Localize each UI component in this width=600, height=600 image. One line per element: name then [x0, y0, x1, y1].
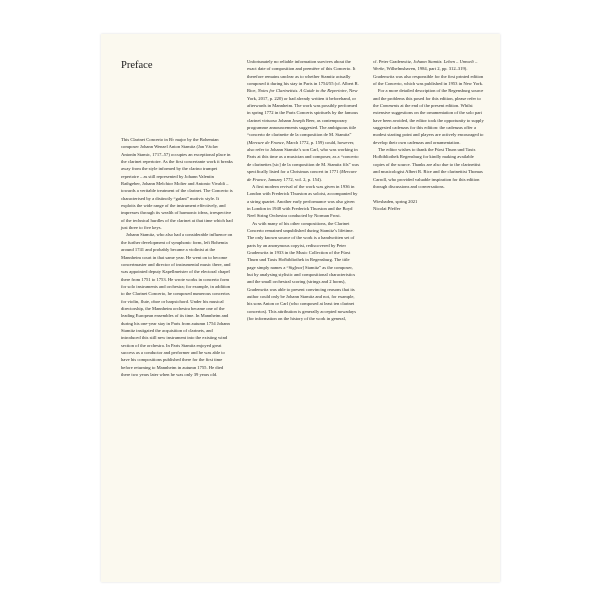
paragraph-citation	[373, 58, 485, 87]
paragraph-source: As with many of his other compositions, the Clarinet Concerto remained unpublished during Stamitz’s lifetime. The only known source of the work is a handwritten set of parts by an anonymous copyist, rediscovered by Peter Gradenwitz in 1933 in the Music Collection of the Fürst Thurn und Taxis Hofbibliothek in Regensburg. The title page simply names a “Sig[nor] Stamitz” as the composer, but by analysing stylistic and compositional characteristics and the small orchestral scoring (strings and 2 horns), Gradenwitz was able to present convincing reasons that its author could only be Johann Stamitz and not, for example, his sons Anton or Carl (who composed at least ten clarinet concertos). This attribution is generally accepted nowadays (for information on the history of the work in general,	[247, 220, 356, 322]
place-date: Wiesbaden, spring 2021	[373, 198, 418, 204]
text-run: For a more detailed description of the Regensburg source and the problems this posed for this edition, please refer to the	[373, 88, 484, 109]
book-page	[101, 34, 500, 582]
text-run: , Wilhelmshaven, 1984, part 2, pp. 312–319). Gradenwitz was also responsible for the first printed edition of the Concerto, which was published in 1953 in New York.	[373, 66, 484, 87]
paragraph-modern-revival: A first modern revival of the work was given in 1936 in London with Frederick Thurston as soloist, accompanied by a string quartet. Another early performance was also given in London in 1948 with Frederick Thurston and the Boyd Neel String Orchestra conducted by Norman Frost.	[247, 183, 358, 219]
text-run: , New York, 2017, p. 220) or had already written it beforehand, or afterwards in Mannheim. The work was possibly performed in spring 1772 in the Paris Concerts spirituels by the famous clarinet virtuoso Johann Joseph Beer, as contemporary programme announcements suggested. The ambiguous title “concerto de clarinette de la composition de M. Stamitz” (	[247, 88, 359, 145]
journal-title-italic: Mercure de France	[247, 169, 357, 182]
text-run: , January 1772, vol. 2, p. 154).	[265, 176, 322, 182]
text-run: cf. Peter Gradenwitz,	[373, 59, 414, 64]
text-run: Unfortunately no reliable information survives about the exact date of composition and première of this Concerto. It therefore remains unclear as to whether Stamitz actually composed it during his stay in Paris in 1754/55 (cf. Albert R. Rice,	[247, 59, 359, 94]
book-title-italic: Notes for Clarinetists. A Guide to the Repertoire	[257, 88, 347, 94]
paragraph-composition-date	[247, 58, 359, 183]
paragraph-edition-notes	[373, 87, 485, 146]
editor-name: Nicolai Pfeffer	[373, 205, 401, 211]
page-title: Preface	[121, 60, 153, 71]
text-column-2	[247, 58, 359, 322]
book-title-italic: Johann Stamitz. Leben – Umwelt – Werke	[373, 59, 478, 72]
paragraph-intro: This Clarinet Concerto in B♭ major by the Bohemian composer Johann Wenzel Anton Stamitz (Jan Václav Antonín Stamic, 1717–57) occupies an exceptional place in the clarinet repertoire. As the first concertante work it breaks away from the style informed by the clarino trumpet repertoire – as still represented by Johann Valentin Rathgeber, Johann Melchior Molter and Antonio Vivaldi – towards a veritable treatment of the clarinet. The Concerto is characterised by a distinctly “galant” motivic style. It exploits the wide range of the instrument effectively, and impresses through its wealth of harmonic ideas, irrespective of the technical hurdles of the clarinet at that time which had just three to five keys.	[121, 137, 233, 231]
journal-title-italic: Mercure de France	[248, 139, 284, 145]
text-column-1	[121, 136, 233, 378]
text-run: , March 1772, p. 159) could, however, also refer to Johann Stamitz’s son Carl, who was working in Paris at this time as a musician and composer, as a “concerto de clarinettes [sic] de la composition de M. Stamitz fils” was specifically listed for a Christmas concert in 1771 (	[247, 139, 359, 175]
comments-italic: Comments	[379, 103, 400, 109]
text-column-3	[373, 58, 485, 212]
paragraph-acknowledgements: The editor wishes to thank the Fürst Thurn und Taxis Hofbibliothek Regensburg for kindly making available copies of the source. Thanks are also due to the clarinettist and musicologist Albert R. Rice and the clarinettist Thomas Carroll, who provided valuable inspiration for this edition through discussions and conversations.	[373, 147, 483, 189]
text-run: at the end of the present edition. Whilst extensive suggestions on the ornamentation of the solo part have been avoided, the editor took the opportunity to supply suggested cadenzas for this edition: the cadenzas offer a modest starting point and players are actively encouraged to develop their own cadenzas and ornamentation.	[373, 103, 484, 145]
paragraph-biography: Johann Stamitz, who also had a considerable influence on the further development of symphonic form, left Bohemia around 1741 and probably became a violinist at the Mannheim court in that same year. He went on to become concertmaster and director of instrumental music there, and was appointed deputy Kapellmeister of the electoral chapel there from 1751 to 1753. He wrote works in concerto form for solo instruments and orchestra; for example, in addition to the Clarinet Concerto, he composed numerous concertos for violin, flute, oboe or harpsichord. Under his musical directorship, the Mannheim orchestra became one of the leading European ensembles of its time. In Mannheim and during his one-year stay in Paris from autumn 1754 Johann Stamitz instigated the acquisition of clarinets, and introduced this still new instrument into the existing wind section of the orchestra. In Paris Stamitz enjoyed great success as a conductor and performer and he was able to have his compositions published there for the first time before returning to Mannheim in autumn 1755. He died there two years later when he was only 39 years old.	[121, 232, 233, 377]
